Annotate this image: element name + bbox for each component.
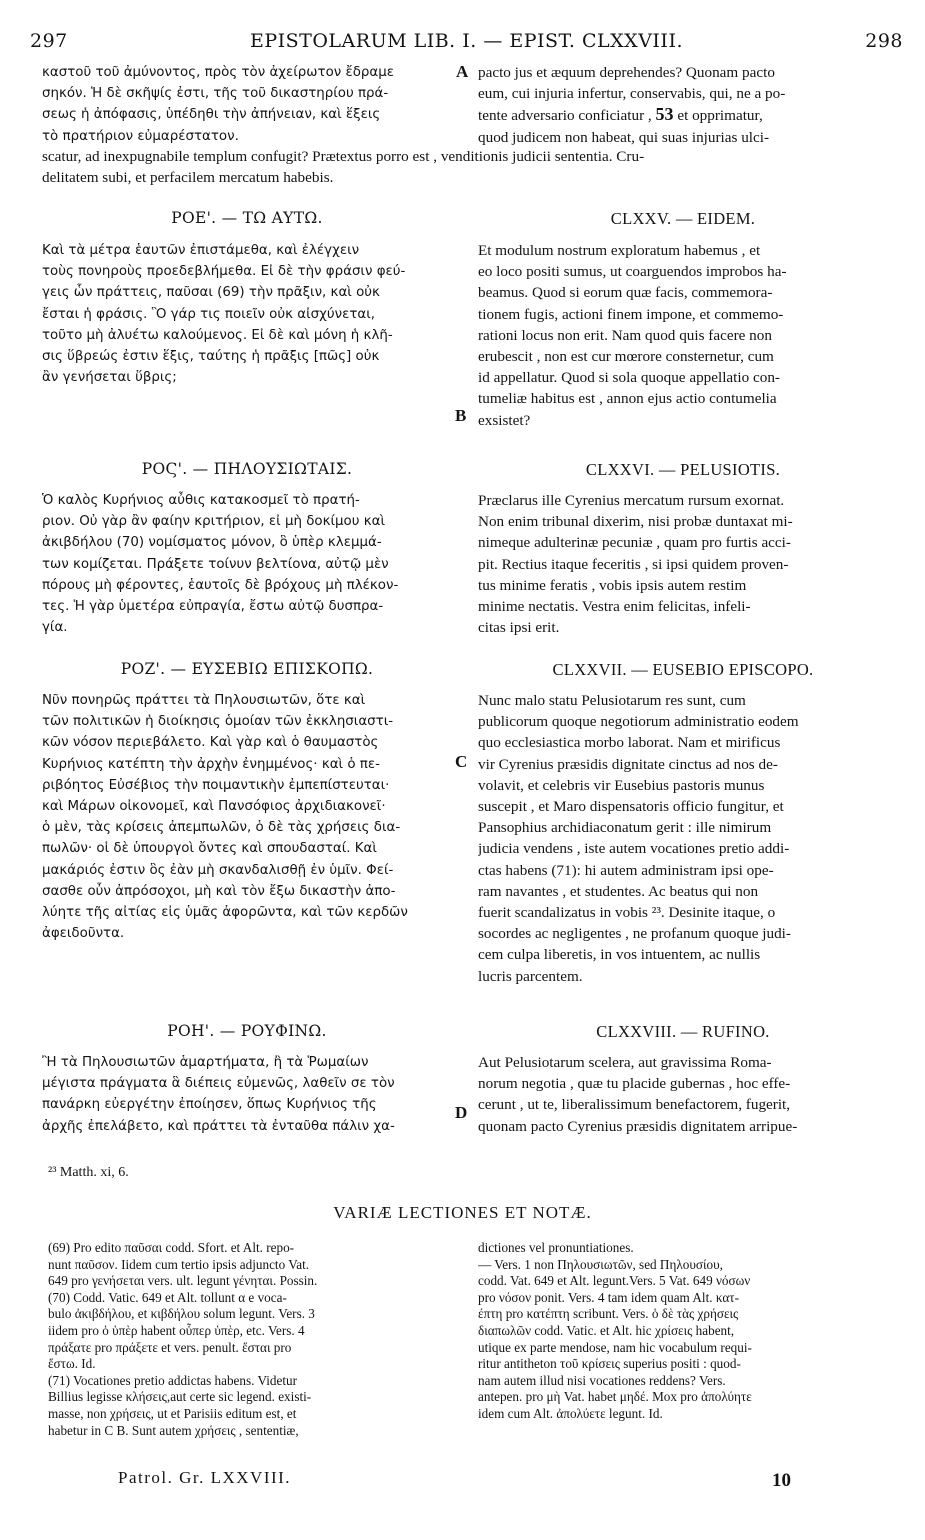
latin-letter-heading: CLXXVII. — EUSEBIO EPISCOPO. xyxy=(552,660,814,679)
text-line: σηκόν. Ἡ δὲ σκῆψίς ἐστι, τῆς τοῦ δικαστηρίου πρά- xyxy=(42,86,389,102)
text-line: Νῦν πονηρῶς πράττει τὰ Πηλουσιωτῶν, ὅτε καὶ xyxy=(42,693,366,708)
text-line: ὁ μὲν, τὰς κρίσεις ἀπεμπωλῶν, ὁ δὲ τὰς χρήσεις δια- xyxy=(42,820,401,836)
note-line: bulo ἀκιβδήλου, et κιβδήλου solum legunt. Vers. 3 xyxy=(48,1306,315,1322)
note-line: iidem pro ὁ ὑπὲρ habent οὗπερ ὑπὲρ, etc. Vers. 4 xyxy=(48,1322,305,1338)
column-number: 53 xyxy=(655,104,674,125)
text-line: κῶν νόσον περιεβάλετο. Καὶ γὰρ καὶ ὁ θαυμαστὸς xyxy=(42,735,379,751)
margin-marker-d: D xyxy=(455,1103,468,1122)
greek-continuation xyxy=(42,62,452,147)
notes-right-column xyxy=(478,1240,888,1423)
text-line: tionem fugis, actioni finem impone, et commemo- xyxy=(478,305,784,323)
note-line: ἔστω. Id. xyxy=(48,1356,96,1372)
text-line: ram navantes , et studentes. Ac beatus qui non xyxy=(478,882,759,900)
text-line: Non enim tribunal dixerim, nisi probæ duntaxat mi- xyxy=(478,513,793,531)
greek-letter-heading: ΡΟΗ'. — ΡΟΥΦΙΝΩ. xyxy=(167,1022,327,1040)
text-line: publicorum quoque negotiorum administratio eodem xyxy=(478,713,799,731)
running-title: EPISTOLARUM LIB. I. — EPIST. CLXXVIII. xyxy=(250,30,683,52)
text-line: καὶ Μάρων οἰκονομεῖ, καὶ Πανσόφιος ἀρχιδιακονεῖ· xyxy=(42,799,386,815)
latin-letter-heading: CLXXV. — EIDEM. xyxy=(610,209,756,228)
text-line: λύητε τῆς αἰτίας εἰς ὑμᾶς ἀφορῶντα, καὶ τῶν κερδῶν xyxy=(42,905,408,921)
note-line: idem cum Alt. ἀπολύετε legunt. Id. xyxy=(478,1405,663,1421)
text-line: quo ecclesiastica morbo laborat. Nam et mirificus xyxy=(478,734,781,752)
text-line: Ὁ καλὸς Κυρήνιος αὖθις κατακοσμεῖ τὸ πρατή- xyxy=(42,493,360,508)
text-line: ριον. Οὐ γὰρ ἂν φαίην κριτήριον, εἰ μὴ δοκίμου καὶ xyxy=(42,514,385,530)
page-number-left: 297 xyxy=(30,30,68,52)
signature-number: 10 xyxy=(772,1470,791,1491)
text-line: pacto jus et æquum deprehendes? Quonam pacto xyxy=(478,64,775,81)
latin-letter-heading: CLXXVI. — PELUSIOTIS. xyxy=(585,460,781,479)
text-line: γία. xyxy=(42,620,68,636)
page-header xyxy=(30,30,903,58)
note-line: έπτη pro κατέπτη scribunt. Vers. ὁ δὲ τὰς χρήσεις xyxy=(478,1306,739,1322)
greek-letter-text xyxy=(42,690,452,944)
text-line: exsistet? xyxy=(478,411,531,429)
scripture-footnote: ²³ Matth. xi, 6. xyxy=(48,1165,129,1180)
text-line: ριβόητος Εὐσέβιος τὴν ποιμαντικὴν ἐμπεπίστευται· xyxy=(42,777,390,793)
text-line: eo loco positi sumus, ut coarguendos improbos ha- xyxy=(478,263,787,281)
variae-lectiones-heading: VARIÆ LECTIONES ET NOTÆ. xyxy=(333,1203,592,1222)
latin-letter-text xyxy=(478,490,888,638)
text-line: σις ὕβρεώς ἐστιν ἕξις, ταύτης ἡ πρᾶξις [πῶς] οὐκ xyxy=(42,349,380,365)
note-line: codd. Vat. 649 et Alt. legunt.Vers. 5 Vat. 649 νόσων xyxy=(478,1273,751,1289)
note-line: (70) Codd. Vatic. 649 et Alt. tollunt α e voca- xyxy=(48,1289,287,1305)
note-line: πράξατε pro πράξετε et vers. penult. ἔσται pro xyxy=(48,1339,292,1355)
text-line: πωλῶν· οἱ δὲ ὑπουργοὶ ὄντες καὶ σπουδασταί. Καὶ xyxy=(42,841,377,857)
greek-letter-text xyxy=(42,240,452,388)
text-line: ἀφειδοῦντα. xyxy=(42,926,125,942)
text-line: ἀρχῆς ἐπελάβετο, καὶ πράττει τὰ ἐνταῦθα πάλιν χα- xyxy=(42,1118,395,1134)
text-line: socordes ac negligentes , ne profanum quoque judi- xyxy=(478,925,791,943)
text-line: volavit, et celebris vir Eusebius pastoris munus xyxy=(478,776,765,794)
latin-continuation xyxy=(478,62,888,148)
text-line: ἔσται ἡ φράσις. Ὃ γάρ τις ποιεῖν οὐκ αἰσχύνεται, xyxy=(42,306,375,322)
text-line: των κομίζεται. Πράξετε τοίνυν βελτίονα, αὐτῷ μὲν xyxy=(42,556,389,572)
text-line: τες. Ἡ γὰρ ὑμετέρα εὐπραγία, ἔστω αὐτῷ δυσπρα- xyxy=(42,599,384,615)
signature-mark: Patrol. Gr. LXXVIII. xyxy=(118,1468,292,1487)
page-number-right: 298 xyxy=(865,30,903,52)
margin-marker-c: C xyxy=(455,752,468,771)
text-line: Ἢ τὰ Πηλουσιωτῶν ἁμαρτήματα, ἢ τὰ Ῥωμαίων xyxy=(42,1055,369,1070)
text-line: norum negotia , quæ tu placide gubernas , hoc effe- xyxy=(478,1075,791,1093)
text-line: quonam pacto Cyrenius præsidis dignitatem arripue- xyxy=(478,1117,798,1135)
note-line: διαπωλῶν codd. Vatic. et Alt. hic χρίσεις habent, xyxy=(478,1322,735,1338)
latin-letter-text xyxy=(478,1052,888,1137)
text-line: fuerit scandalizatus in vobis ²³. Desinite itaque, o xyxy=(478,904,776,922)
note-line: 649 pro γενήσεται vers. ult. legunt γένηται. Possin. xyxy=(48,1273,318,1289)
text-line: nimeque adulterinæ pecuniæ , quam pro furtis acci- xyxy=(478,534,791,552)
text-line: πόρους μὴ φέροντες, ἑαυτοῖς δὲ βρόχους μὴ πλέκον- xyxy=(42,577,399,593)
text-line: Præclarus ille Cyrenius mercatum rursum exornat. xyxy=(478,492,785,509)
note-line: utique ex parte mendose, nam hic vocabulum requi- xyxy=(478,1339,752,1355)
margin-marker-a: A xyxy=(456,62,469,81)
note-line: ritur antitheton τοῦ κρίσεις superius positi : quod- xyxy=(478,1356,741,1372)
text-line: ctas habens (71): hi autem administram ipsi ope- xyxy=(478,861,774,879)
greek-letter-text xyxy=(42,1052,452,1137)
latin-letter-text xyxy=(478,240,888,431)
full-width-continuation xyxy=(42,146,888,188)
text-line: quod judicem non habeat, qui suas injurias ulci- xyxy=(478,128,770,146)
text-line: tumeliæ habitus est , annon ejus actio contumelia xyxy=(478,390,777,408)
text-line: τῶν πολιτικῶν ἡ διοίκησις ὁμοίαν τῶν ἐκκλησιαστι- xyxy=(42,714,394,730)
text-line: Pansophius archidiaconatum gerit : ille nimirum xyxy=(478,819,772,837)
note-line: habetur in C B. Sunt autem χρήσεις , sententiæ, xyxy=(48,1422,299,1438)
text-line: tente adversario conficiatur , 53 et opprimatur, xyxy=(478,104,763,125)
text-line: σασθε οὖν ἀπρόσοχοι, μὴ καὶ τὸν ἔξω δικαστὴν ἀπο- xyxy=(42,883,396,899)
text-line: Nunc malo statu Pelusiotarum res sunt, cum xyxy=(478,692,746,709)
text-line: Καὶ τὰ μέτρα ἑαυτῶν ἐπιστάμεθα, καὶ ἐλέγχειν xyxy=(42,243,360,258)
text-line: tus minime feratis , vobis ipsis autem restim xyxy=(478,576,747,594)
text-line: scatur, ad inexpugnabile templum confugit? Prætextus porro est , venditionis judicii sententia. Cru- xyxy=(42,148,645,165)
text-line: τοῦτο μὴ ἀλυέτω καλούμενος. Εἰ δὲ καὶ μόνη ἡ κλῆ- xyxy=(42,327,393,343)
latin-letter-heading: CLXXVIII. — RUFINO. xyxy=(596,1022,770,1041)
text-line: rationi locus non erit. Nam quod quis facere non xyxy=(478,326,772,344)
text-line: ἀκιβδήλου (70) νομίσματος μόνον, ὃ ὑπὲρ κλεμμά- xyxy=(42,535,382,551)
text-line: id appellatur. Quod si sola quoque appellatio con- xyxy=(478,369,780,387)
note-line: nunt παῦσον. Iidem cum tertio ipsis adjuncto Vat. xyxy=(48,1256,310,1272)
text-line: delitatem subi, et perfacilem mercatum habebis. xyxy=(42,169,334,186)
text-line: citas ipsi erit. xyxy=(478,619,560,637)
note-line: — Vers. 1 non Πηλουσιωτῶν, sed Πηλουσίου, xyxy=(478,1256,723,1272)
text-line: σεως ἡ ἀπόφασις, ὑπέδηθι τὴν ἀπήνειαν, καὶ ἕξεις xyxy=(42,107,381,123)
text-line: Et modulum nostrum exploratum habemus , et xyxy=(478,242,761,259)
text-line: minime nectatis. Vestra enim felicitas, infeli- xyxy=(478,598,751,616)
text-line: τοὺς πονηροὺς προεδεβλήμεθα. Εἰ δὲ τὴν φράσιν φεύ- xyxy=(42,264,406,280)
text-line: μέγιστα πράγματα ἃ διέπεις εὐμενῶς, λαθεῖν σε τὸν xyxy=(42,1076,395,1092)
text-line: pit. Rectius itaque feceritis , si ipsi quidem proven- xyxy=(478,555,789,573)
text-line: πανάρκη εὐεργέτην ἐποίησεν, ὅπως Κυρήνιος τῆς xyxy=(42,1097,377,1113)
text-line: erubescit , non est cur mœrore consternetur, cum xyxy=(478,348,774,366)
note-line: Billius legisse κλήσεις,aut certe sic legend. existi- xyxy=(48,1389,312,1405)
text-line: cem culpa liberetis, in vos intuentem, ac nullis xyxy=(478,946,761,964)
text-line: suscepit , et Maro dispensatoris officio fungitur, et xyxy=(478,798,784,816)
text-line: judicia vendens , iste autem vocationes pretio addi- xyxy=(478,840,790,858)
note-line: (69) Pro edito παῦσαι codd. Sfort. et Alt. repo- xyxy=(48,1240,295,1255)
greek-letter-heading: ΡΟΖ'. — ΕΥΣΕΒΙΩ ΕΠΙΣΚΟΠΩ. xyxy=(120,660,374,678)
text-line: lucris parcentem. xyxy=(478,967,583,985)
margin-marker-b: B xyxy=(455,406,467,425)
text-line: μακάριός ἐστιν ὃς ἐὰν μὴ σκανδαλισθῇ ἐν ὑμῖν. Φεί- xyxy=(42,862,394,878)
greek-letter-heading: ΡΟϚ'. — ΠΗΛΟΥΣΙΩΤΑΙΣ. xyxy=(141,460,353,478)
text-line: Κυρήνιος κατέπτη τὴν ἀρχὴν ἐνημμένος· καὶ ὁ πε- xyxy=(42,756,380,772)
text-line: vir Cyrenius præsidis dignitate cinctus ad nos de- xyxy=(478,755,778,773)
text-line: eum, cui injuria infertur, conservabis, qui, ne a po- xyxy=(478,85,786,103)
text-line: τὸ πρατήριον εὐμαρέστατον. xyxy=(42,128,239,144)
text-line: beamus. Quod si eorum quæ facis, commemora- xyxy=(478,284,773,302)
latin-letter-text xyxy=(478,690,888,987)
text-line: cerunt , ut te, liberalissimum benefactorem, fugerit, xyxy=(478,1096,791,1114)
text-line: γεις ὧν πράττεις, παῦσαι (69) τὴν πρᾶξιν, καὶ οὐκ xyxy=(42,285,380,301)
note-line: dictiones vel pronuntiationes. xyxy=(478,1240,634,1255)
note-line: masse, non χρήσεις, ut et Parisiis editum est, et xyxy=(48,1405,297,1421)
text-line: ἂν γενήσεται ὕβρις; xyxy=(42,370,177,386)
text-line: Aut Pelusiotarum scelera, aut gravissima Roma- xyxy=(478,1054,772,1071)
text-line: καστοῦ τοῦ ἀμύνοντος, πρὸς τὸν ἀχείρωτον ἔδραμε xyxy=(42,65,395,80)
greek-letter-heading: ΡΟΕ'. — ΤΩ ΑΥΤΩ. xyxy=(171,209,323,227)
note-line: pro νόσον ponit. Vers. 4 tam idem quam Alt. κατ- xyxy=(478,1289,739,1305)
note-line: nam autem illud nisi vocationes reddens? Vers. xyxy=(478,1372,726,1388)
note-line: (71) Vocationes pretio addictas habens. Videtur xyxy=(48,1372,297,1388)
note-line: antepen. pro μὴ Vat. habet μηδέ. Mox pro ἀπολύητε xyxy=(478,1389,752,1405)
notes-left-column xyxy=(48,1240,453,1439)
greek-letter-text xyxy=(42,490,452,638)
